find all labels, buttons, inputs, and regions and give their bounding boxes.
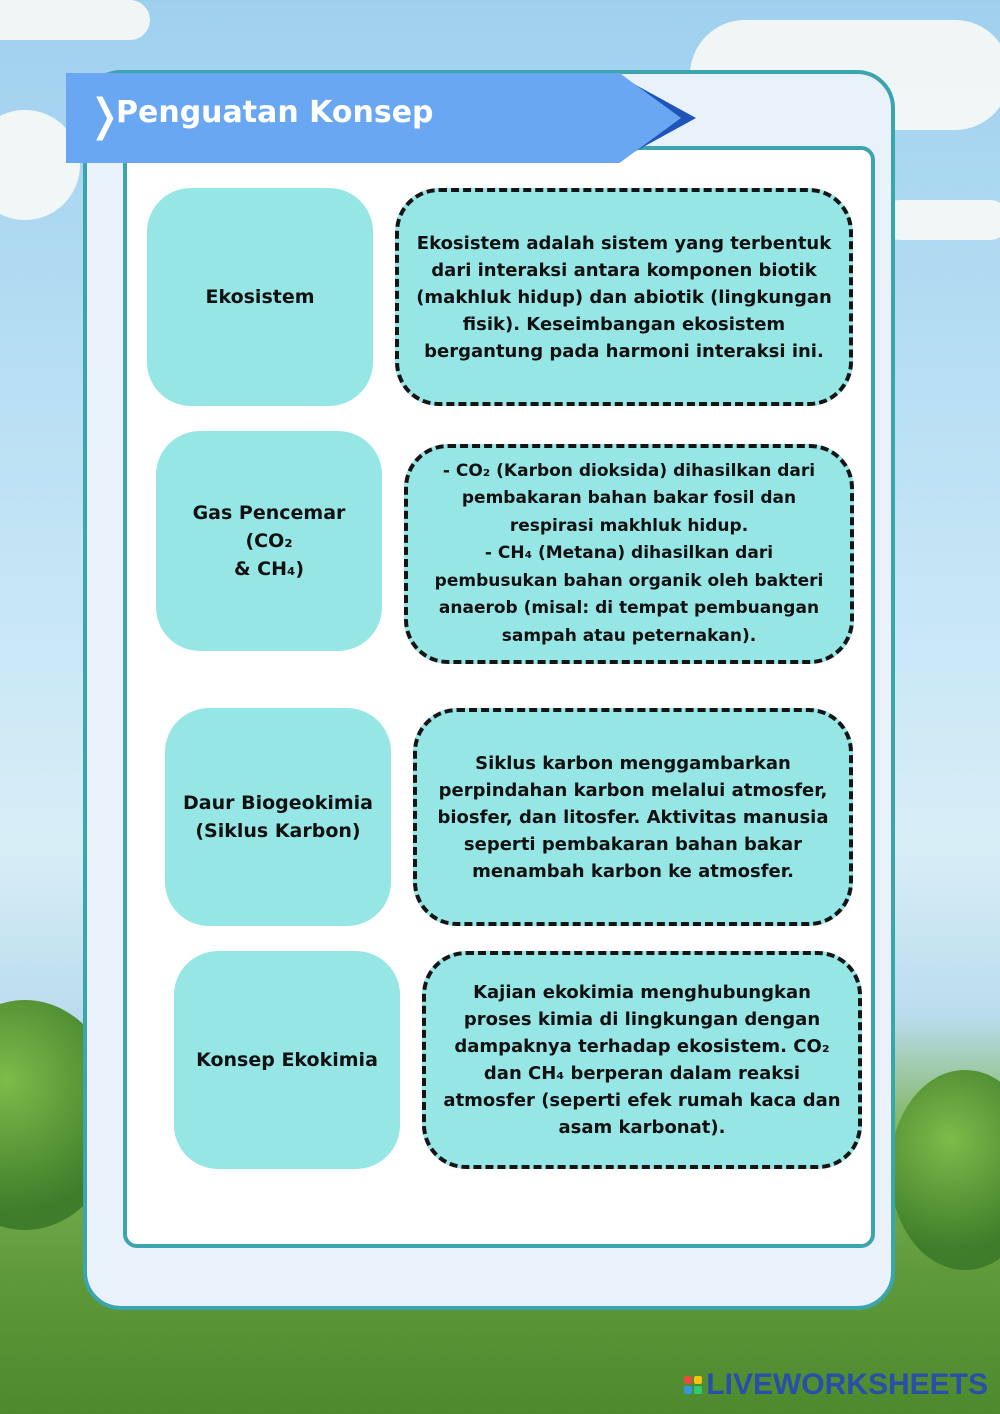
concept-label-ekosistem [147, 188, 373, 406]
concept-label-daur-biogeokimia [165, 708, 391, 926]
logo-text: LIVEWORKSHEETS [706, 1368, 988, 1401]
concept-description-daur-biogeokimia [413, 708, 853, 926]
concept-label-text: Daur Biogeokimia (Siklus Karbon) [183, 792, 373, 842]
chevron-right-icon: ❭ [86, 90, 123, 141]
concept-label-text: Konsep Ekokimia [196, 1049, 378, 1071]
logo-icon [684, 1376, 702, 1394]
concept-description-gas-pencemar [404, 444, 854, 664]
liveworksheets-logo [684, 1368, 988, 1402]
page-title: Penguatan Konsep [116, 95, 434, 130]
description-text: - CO₂ (Karbon dioksida) dihasilkan dari pembakaran bahan bakar fosil dan respirasi makhluk hidup. - CH₄ (Metana) dihasilkan dari pembusukan bahan organik oleh bakteri anaerob (misal: di tempat pembuangan sampah atau peternakan). [434, 460, 824, 646]
cloud-decoration [880, 200, 1000, 240]
concept-label-gas-pencemar [156, 431, 382, 651]
concept-label-konsep-ekokimia [174, 951, 400, 1169]
header-banner [66, 73, 696, 163]
concept-label-text: Ekosistem [205, 286, 315, 308]
description-text: Siklus karbon menggambarkan perpindahan karbon melalui atmosfer, biosfer, dan litosfer. Aktivitas manusia seperti pembakaran bahan bakar menambah karbon ke atmosfer. [437, 752, 829, 882]
concept-description-ekosistem [395, 188, 853, 406]
tree-decoration [890, 1070, 1000, 1270]
cloud-decoration [0, 0, 150, 40]
description-text: Kajian ekokimia menghubungkan proses kimia di lingkungan dengan dampaknya terhadap ekosistem. CO₂ dan CH₄ berperan dalam reaksi atmosfer (seperti efek rumah kaca dan asam karbonat). [443, 982, 841, 1138]
description-text: Ekosistem adalah sistem yang terbentuk dari interaksi antara komponen biotik (makhluk hidup) dan abiotik (lingkungan fisik). Keseimbangan ekosistem bergantung pada harmoni interaksi ini. [416, 232, 832, 362]
concept-description-konsep-ekokimia [422, 951, 862, 1169]
concept-label-text: Gas Pencemar (CO₂ & CH₄) [192, 502, 346, 580]
